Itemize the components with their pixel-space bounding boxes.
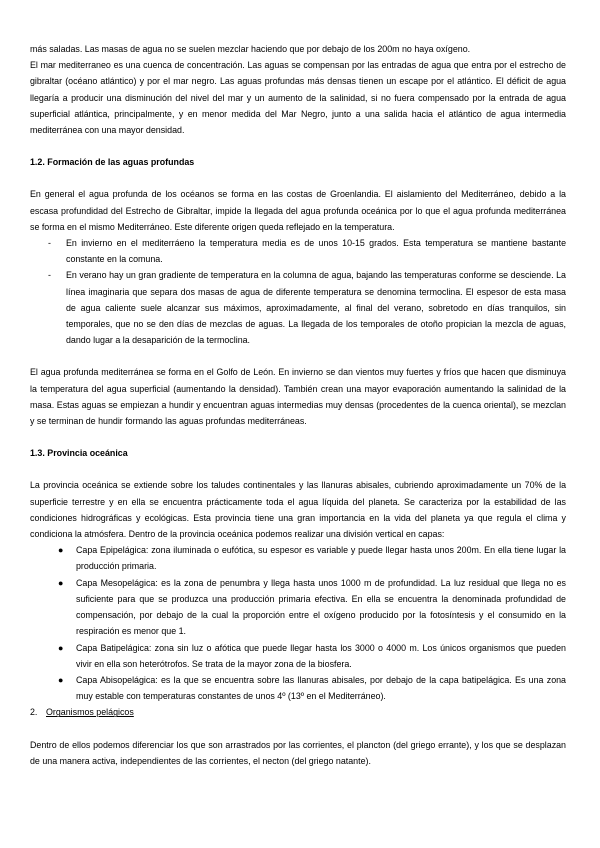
- bullet-marker: ●: [58, 674, 64, 685]
- spacer: [30, 170, 566, 186]
- dash-marker: -: [48, 238, 51, 249]
- spacer: [30, 721, 566, 737]
- bullet-marker: ●: [58, 577, 64, 588]
- heading-organismos-pelagicos: [30, 704, 566, 720]
- list-item: [30, 542, 566, 574]
- spacer: [30, 348, 566, 364]
- list-item: [30, 235, 566, 267]
- list-item-text: En invierno en el mediterráeno la temperatura media es de unos 10-15 grados. Esta temperatura se mantiene bastante constante en la comuna.: [66, 238, 566, 265]
- dash-marker: -: [48, 270, 51, 281]
- section-number: 2.: [30, 707, 38, 718]
- list-item: [30, 672, 566, 704]
- paragraph-salinity-end: más saladas. Las masas de agua no se suelen mezclar haciendo que por debajo de los 200m no haya oxígeno.: [30, 44, 471, 54]
- paragraph-golfo-de-leon: El agua profunda mediterránea se forma en el Golfo de León. En invierno se dan vientos muy fuertes y fríos que hacen que disminuya la temperatura del agua superficial (aumentando la densidad). También crean una mayor evaporación aumentando la salinidad de la masa. Estas aguas se empiezan a hundir y encuentran aguas intermedias muy densas (procedentes de la cuenca oriental), se mezclan y se terminan de hundir formando las aguas profundas mediterráneas.: [30, 367, 566, 427]
- list-item: [30, 575, 566, 640]
- spacer: [30, 429, 566, 445]
- list-item: [30, 267, 566, 348]
- list-item-text: Capa Abisopelágica: es la que se encuentra sobre las llanuras abisales, por debajo de la capa batipelágica. Es una zona muy estable con temperaturas constantes de unos 4º (13º en el Mediterráneo).: [76, 674, 566, 702]
- dash-list: [30, 235, 566, 348]
- heading-provincia-oceanica: 1.3. Provincia oceánica: [30, 448, 128, 459]
- paragraph-mediterranean-basin: El mar mediterraneo es una cuenca de concentración. Las aguas se compensan por las entradas de agua que entra por el estrecho de gibraltar (océano atlántico) y por el mar negro. Las aguas profundas más densas tienen un escape por el atlántico. El déficit de agua llegaría a producir una disminución del nivel del mar y un aumento de la salinidad, si no fuera compensado por la entrada de agua superficial atlántica, principalmente, y en menor medida del Mar Negro, junto a una salida hacia el atlántico de agua intermedia mediterránea con una mayor densidad.: [30, 60, 566, 136]
- paragraph-deep-water-origin: En general el agua profunda de los océanos se forma en las costas de Groenlandia. El aislamiento del Mediterráneo, debido a la escasa profundidad del Estrecho de Gibraltar, impide la llegada del agua profunda oceánica por lo que el agua profunda mediterránea se forma en el mismo Mediterráneo. Este diferente origen queda reflejado en la temperatura.: [30, 189, 566, 232]
- list-item-text: En verano hay un gran gradiente de temperatura en la columna de agua, bajando las temperaturas conforme se desciende. La línea imaginaria que separa dos masas de agua de diferente temperatura se denomina termoclina. El espesor de esta masa de agua caliente suele alcanzar sus máximos, aproximadamente, al final del verano, sobretodo en días tranquilos, sin temporales, que no se den días de mezclas de aguas. La llegada de los temporales de otoño propician la mezcla de aguas, dando lugar a la desaparición de la termoclina.: [66, 270, 566, 346]
- spacer: [30, 138, 566, 154]
- bullet-marker: ●: [58, 545, 64, 556]
- list-item-text: Capa Epipelágica: zona iluminada o eufótica, su espesor es variable y puede llegar hasta unos 200m. En ella tiene lugar la producción primaria.: [76, 545, 566, 572]
- paragraph-provincia-oceanica: La provincia oceánica se extiende sobre los taludes continentales y las llanuras abisales, cubriendo aproximadamente un 70% de la superficie terrestre y en ella se encuentra prácticamente toda el agua líquida del planeta. Se caracteriza por la estabilidad de las condiciones hidrográficas y ecológicas. Esta provincia tiene una gran importancia en la vida del planeta ya que regula el clima y condiciona la atmósfera. Dentro de la provincia oceánica podemos realizar una división vertical en capas:: [30, 480, 566, 540]
- document-page: [30, 41, 566, 769]
- list-item-text: Capa Mesopelágica: es la zona de penumbra y llega hasta unos 1000 m de profundidad. La luz residual que llega no es suficiente para que se produzca una producción primaria efectiva. En ella se encuentra la denominada profundidad de compensación, por debajo de la cual la proporción entre el oxígeno producido por la fotosíntesis y el consumido en la respiración es menor que 1.: [76, 577, 566, 637]
- paragraph-plancton-necton: Dentro de ellos podemos diferenciar los que son arrastrados por las corrientes, el plancton (del griego errante), y los que se desplazan de una manera activa, independientes de las corrientes, el necton (del griego natante).: [30, 739, 566, 766]
- spacer: [30, 461, 566, 477]
- bullet-list-capas: [30, 542, 566, 704]
- list-item: [30, 640, 566, 672]
- heading-formacion-aguas-profundas: 1.2. Formación de las aguas profundas: [30, 157, 195, 168]
- bullet-marker: ●: [58, 642, 64, 653]
- list-item-text: Capa Batipelágica: zona sin luz o afótica que puede llegar hasta los 3000 o 4000 m. Los únicos organismos que pueden vivir en ella son heterótrofos. Se trata de la mayor zona de la biosfera.: [76, 642, 566, 669]
- section-title: Organismos pelágicos: [46, 707, 134, 718]
